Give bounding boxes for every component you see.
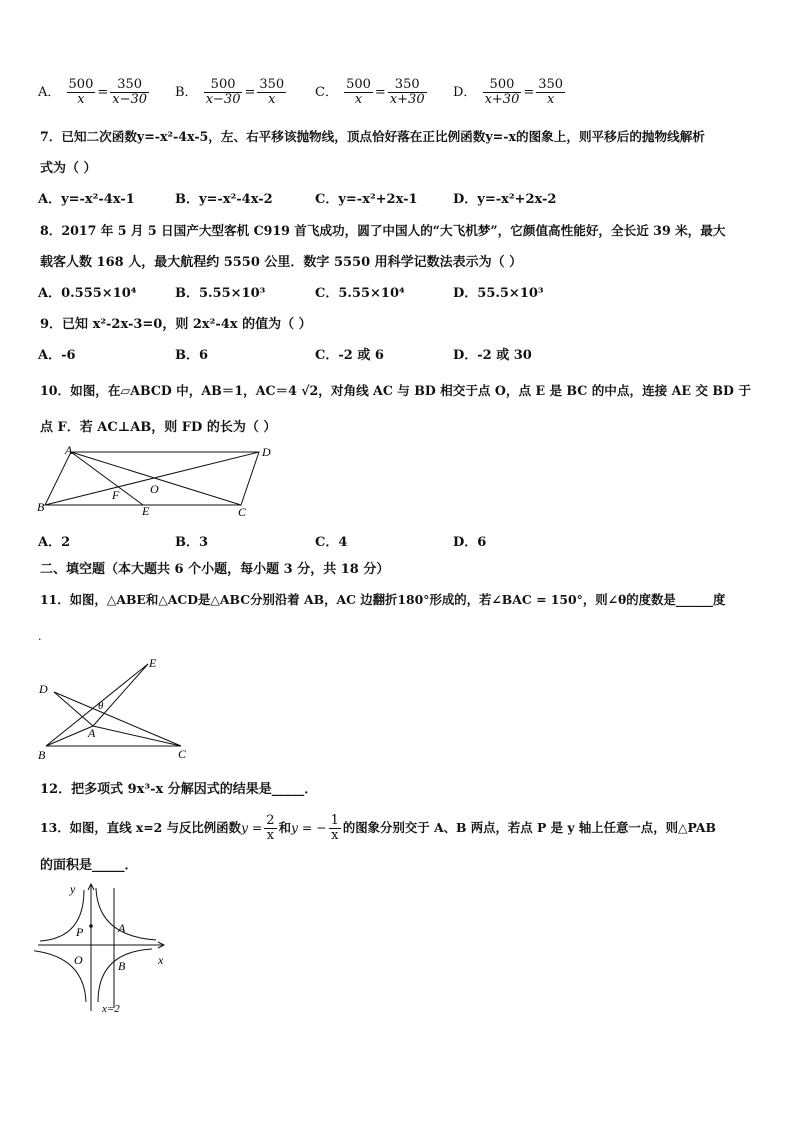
segment-ac (93, 726, 181, 746)
q13-text-post: 的图象分别交于 A、B 两点，若点 P 是 y 轴上任意一点，则△PAB (342, 820, 716, 835)
numerator: 500 (483, 78, 522, 93)
numerator: 350 (110, 78, 149, 93)
numerator: 350 (388, 78, 427, 93)
numerator: 500 (204, 78, 243, 93)
q9-stem: 9．已知 x²-2x-3=0，则 2x²-4x 的值为（ ） (40, 317, 312, 332)
label-c: C (238, 505, 247, 518)
fraction (388, 78, 427, 107)
denominator: x+30 (389, 92, 425, 107)
q8-option-c: C．5.55×10⁴ (315, 286, 405, 301)
q11-stem: 11．如图，△ABE和△ACD是△ABC分别沿着 AB，AC 边翻折180°形成的，若∠BAC = 150°，则∠θ的度数是______度 (40, 592, 726, 607)
fraction (110, 78, 149, 107)
label-e: E (149, 656, 157, 670)
segment-da (54, 692, 93, 726)
denominator: x (331, 828, 339, 843)
segment-ba (46, 726, 93, 746)
label-d: D (262, 445, 271, 459)
q13-text-mid: 和 (278, 820, 291, 835)
numerator: 1 (330, 813, 339, 828)
numerator: 2 (266, 813, 275, 828)
q8-option-a: A．0.555×10⁴ (38, 286, 137, 301)
q8-option-b: B．5.55×10³ (175, 286, 266, 301)
q12-stem: 12．把多项式 9x³-x 分解因式的结果是_____． (40, 782, 318, 797)
q10-stem-line1: 10．如图，在▱ABCD 中，AB＝1，AC＝4 √2，对角线 AC 与 BD 相交于点 O，点 E 是 BC 的中点，连接 AE 交 BD 于 (40, 383, 751, 398)
q6-option-a: A． $\frac{500}{x}$ = $\frac{350}{x-30}$ (38, 77, 148, 107)
denominator: x−30 (205, 92, 241, 107)
label-x: x (158, 953, 164, 967)
fraction (344, 78, 373, 107)
fraction (264, 814, 276, 843)
denominator: x (354, 92, 363, 107)
label-a: A (65, 443, 73, 457)
fraction (67, 78, 96, 107)
q6-option-d: D． $\frac{500}{x+30}$ = $\frac{350}{x}$ (453, 77, 564, 107)
q7-option-d: D．y=-x²+2x-2 (453, 192, 557, 207)
q10-stem-line2: 点 F．若 AC⊥AB，则 FD 的长为（ ） (40, 420, 277, 435)
q9-option-b: B．6 (175, 348, 209, 363)
option-label: C． (315, 85, 338, 100)
label-o: O (150, 482, 159, 496)
q13-stem-line2: 的面积是_____． (40, 858, 138, 873)
label-b: B (118, 959, 126, 973)
q13-stem-line1 (40, 814, 716, 843)
label-p: P (76, 925, 84, 939)
denominator: x (77, 92, 85, 107)
label-d: D (39, 682, 48, 696)
denominator: x (268, 92, 276, 107)
label-y: y (70, 882, 76, 896)
numerator: 350 (538, 77, 564, 92)
label-theta: θ (98, 700, 104, 712)
q7-option-c: C．y=-x²+2x-1 (315, 192, 418, 207)
q13-y-eq-2: y = − (290, 820, 327, 835)
diagonal-bd (45, 452, 259, 505)
option-label: A． (38, 85, 61, 100)
numerator: 350 (259, 77, 285, 92)
fraction (483, 78, 522, 107)
label-b: B (38, 748, 46, 762)
q9-option-a: A．-6 (38, 348, 76, 363)
numerator: 500 (346, 77, 371, 92)
section-heading: 二、填空题（本大题共 6 个小题，每小题 3 分，共 18 分） (40, 562, 390, 577)
parallelogram-figure (36, 442, 286, 518)
denominator: x (266, 828, 275, 843)
q6-option-b: B． $\frac{500}{x-30}$ = $\frac{350}{x}$ (175, 77, 285, 107)
q7-stem-line2: 式为（ ） (40, 161, 97, 176)
label-a: A (118, 921, 126, 935)
q8-stem-line2: 载客人数 168 人，最大航程约 5550 公里．数字 5550 用科学记数法表示为（ ） (40, 255, 523, 270)
denominator: x−30 (112, 92, 148, 107)
q10-option-a: A．2 (38, 535, 71, 550)
numerator: 500 (68, 77, 94, 92)
curve-y-2-over-x-q1 (96, 888, 156, 940)
label-a: A (88, 726, 96, 740)
fraction (257, 78, 286, 107)
fold-triangle-figure (36, 654, 196, 764)
segment-ae (71, 452, 143, 505)
point-p (89, 924, 93, 928)
q8-option-d: D．55.5×10³ (453, 286, 544, 301)
q7-stem-line1: 7．已知二次函数y=-x²-4x-5，左、右平移该抛物线，顶点恰好落在正比例函数y=-x的图象上，则平移后的抛物线解析 (40, 129, 705, 144)
label-x-equals-2: x=2 (102, 1003, 120, 1015)
label-b: B (37, 500, 45, 514)
denominator: x+30 (484, 92, 520, 107)
fraction (536, 78, 565, 107)
q7-option-a: A．y=-x²-4x-1 (38, 192, 135, 207)
label-c: C (178, 747, 187, 761)
segment-ae (93, 664, 148, 726)
fraction (329, 814, 341, 843)
curve-y-neg1-over-x-q4 (98, 949, 152, 1002)
segment-be (46, 664, 148, 746)
option-label: B． (175, 85, 198, 100)
q7-option-b: B．y=-x²-4x-2 (175, 192, 273, 207)
q6-option-c: C． $\frac{500}{x}$ = $\frac{350}{x+30}$ (315, 77, 425, 107)
q9-option-c: C．-2 或 6 (315, 348, 384, 363)
q10-option-b: B．3 (175, 535, 209, 550)
label-f: F (112, 488, 120, 502)
hyperbola-figure (34, 878, 174, 1018)
q10-option-c: C．4 (315, 535, 348, 550)
option-label: D． (453, 85, 477, 100)
label-e: E (142, 504, 150, 518)
q13-text-pre: 13．如图，直线 x=2 与反比例函数 (40, 820, 241, 835)
stray-dot: . (38, 630, 42, 643)
q8-stem-line1: 8．2017 年 5 月 5 日国产大型客机 C919 首飞成功，圆了中国人的“大飞机梦”，它颜值高性能好，全长近 39 米，最大 (40, 223, 726, 238)
q9-option-d: D．-2 或 30 (453, 348, 532, 363)
q10-option-d: D．6 (453, 535, 487, 550)
denominator: x (547, 92, 555, 107)
q13-y-eq-1: y = (240, 820, 263, 835)
label-o: O (74, 953, 83, 967)
segment-dc (54, 692, 181, 746)
fraction (204, 78, 243, 107)
diagonal-ac (71, 452, 241, 505)
